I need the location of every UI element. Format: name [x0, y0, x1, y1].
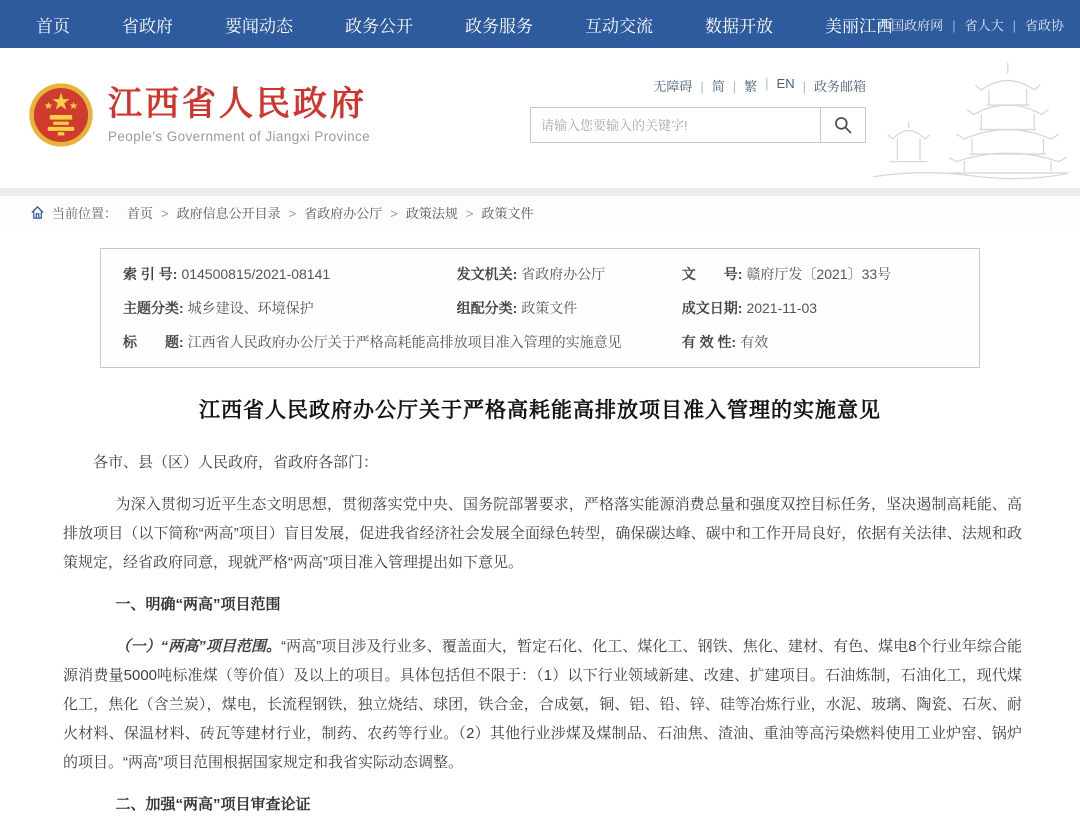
site-title-en: People's Government of Jiangxi Province: [108, 129, 371, 145]
nav-menu: [36, 12, 893, 37]
nav-item[interactable]: 要闻动态: [225, 16, 293, 36]
meta-field-value: 2021-11-03: [746, 300, 818, 316]
article-paragraph: [63, 790, 1022, 818]
article-paragraph: [63, 632, 1022, 777]
meta-field-value: 政策文件: [521, 300, 578, 316]
meta-field-label: 索 引 号:: [123, 266, 178, 282]
utility-link[interactable]: | EN: [757, 76, 794, 95]
search-button[interactable]: [820, 108, 865, 142]
breadcrumb-label: 当前位置：: [52, 205, 118, 221]
header-utilities: [530, 76, 866, 143]
meta-field-value: 赣府厅发〔2021〕33号: [746, 266, 892, 282]
meta-field-value: 城乡建设、环境保护: [187, 300, 314, 316]
meta-field: [457, 257, 682, 291]
meta-field-label: 主题分类:: [123, 300, 184, 316]
meta-field-value: 江西省人民政府办公厅关于严格高耗能高排放项目准入管理的实施意见: [187, 334, 622, 350]
search-icon: [833, 115, 853, 135]
meta-field: [123, 291, 457, 325]
home-icon: [30, 205, 45, 220]
breadcrumb-item[interactable]: > 省政府办公厅: [281, 203, 383, 222]
search-box: [530, 107, 866, 143]
national-emblem-icon: [28, 82, 94, 148]
breadcrumb-item[interactable]: > 政策文件: [458, 203, 534, 222]
utility-link[interactable]: | 繁: [725, 76, 757, 95]
nav-item[interactable]: 政务公开: [345, 16, 413, 36]
nav-right-links: [878, 0, 1064, 48]
document-body: [0, 448, 1080, 818]
article-paragraph: [63, 448, 1022, 477]
meta-field: [123, 257, 457, 291]
meta-field-label: 发文机关:: [456, 266, 518, 282]
search-input[interactable]: [531, 108, 820, 142]
meta-field-label: 文 号:: [681, 266, 743, 282]
document-title: 江西省人民政府办公厅关于严格高耗能高排放项目准入管理的实施意见: [199, 399, 881, 422]
breadcrumb: [0, 196, 1080, 228]
paragraph-text: 各市、县（区）人民政府，省政府各部门：: [93, 454, 379, 471]
meta-field-label: 标 题:: [123, 334, 184, 350]
nav-right-link[interactable]: 中国政府网: [878, 17, 944, 33]
site-header: [0, 48, 1080, 188]
meta-field: [682, 257, 957, 291]
paragraph-text: 为深入贯彻习近平生态文明思想，贯彻落实党中央、国务院部署要求，严格落实能源消费总量和强度双控目标任务，坚决遏制高耗能、高排放项目（以下简称“两高”项目）盲目发展，促进我省经济社会发展全面绿色转型，确保碳达峰、碳中和工作开局良好，依据有关法律、法规和政策规定，经省政府同意，现就严格“两高”项目准入管理提出如下意见。: [63, 496, 1022, 571]
meta-field-label: 有 效 性:: [681, 334, 737, 350]
nav-right-link[interactable]: | 省政协: [1004, 15, 1064, 34]
meta-field: [457, 291, 682, 325]
breadcrumb-item[interactable]: > 政府信息公开目录: [153, 203, 281, 222]
nav-item[interactable]: 省政府: [122, 16, 173, 36]
utility-link[interactable]: | 政务邮箱: [795, 76, 866, 95]
site-title-block: [108, 86, 370, 144]
breadcrumb-items: [127, 203, 533, 222]
article-paragraph: [63, 490, 1022, 577]
utility-link[interactable]: | 简: [692, 76, 724, 95]
site-logo[interactable]: [28, 82, 370, 148]
meta-field-label: 成文日期:: [681, 300, 743, 316]
header-divider: [0, 188, 1080, 196]
nav-item[interactable]: 首页: [36, 16, 70, 36]
meta-field-value: 有效: [740, 334, 769, 350]
nav-item[interactable]: 政务服务: [465, 16, 533, 36]
site-title: 江西省人民政府: [108, 84, 367, 123]
pavilion-watermark-icon: [864, 56, 1076, 188]
paragraph-lead: （一）“两高”项目范围。: [115, 638, 282, 655]
meta-field-value: 省政府办公厅: [521, 266, 606, 282]
meta-field: [682, 291, 957, 325]
utility-links: [530, 76, 866, 95]
paragraph-text: 二、加强“两高”项目审查论证: [115, 796, 311, 813]
document-meta-table: [100, 248, 980, 368]
top-navigation: [0, 0, 1080, 48]
meta-field: [682, 325, 957, 359]
nav-item[interactable]: 美丽江西: [825, 16, 893, 36]
nav-item[interactable]: 数据开放: [705, 16, 773, 36]
nav-right-link[interactable]: | 省人大: [943, 15, 1003, 34]
article-paragraph: [63, 590, 1022, 619]
nav-item[interactable]: 互动交流: [585, 16, 653, 36]
meta-field: [123, 325, 682, 359]
paragraph-text: 一、明确“两高”项目范围: [115, 596, 281, 613]
utility-link[interactable]: 无障碍: [653, 79, 693, 94]
breadcrumb-item[interactable]: 首页: [127, 205, 154, 221]
meta-field-label: 组配分类:: [456, 300, 518, 316]
meta-field-value: 014500815/2021-08141: [181, 266, 331, 282]
breadcrumb-item[interactable]: > 政策法规: [382, 203, 458, 222]
paragraph-text: “两高”项目涉及行业多、覆盖面大，暂定石化、化工、煤化工、钢铁、焦化、建材、有色、煤电8个行业年综合能源消费量5000吨标准煤（等价值）及以上的项目。具体包括但不限于：（1）以下行业领域新建、改建、扩建项目。石油炼制，石油化工，现代煤化工，焦化（含兰炭），煤电，长流程钢铁，独立烧结、球团，铁合金，合成氨，铜、铝、铅、锌、硅等冶炼行业，水泥、玻璃、陶瓷、石灰、耐火材料、保温材料、砖瓦等建材行业，制药、农药等行业。（2）其他行业涉煤及煤制品、石油焦、渣油、重油等高污染燃料使用工业炉窑、锅炉的项目。“两高”项目范围根据国家规定和我省实际动态调整。: [63, 638, 1022, 771]
